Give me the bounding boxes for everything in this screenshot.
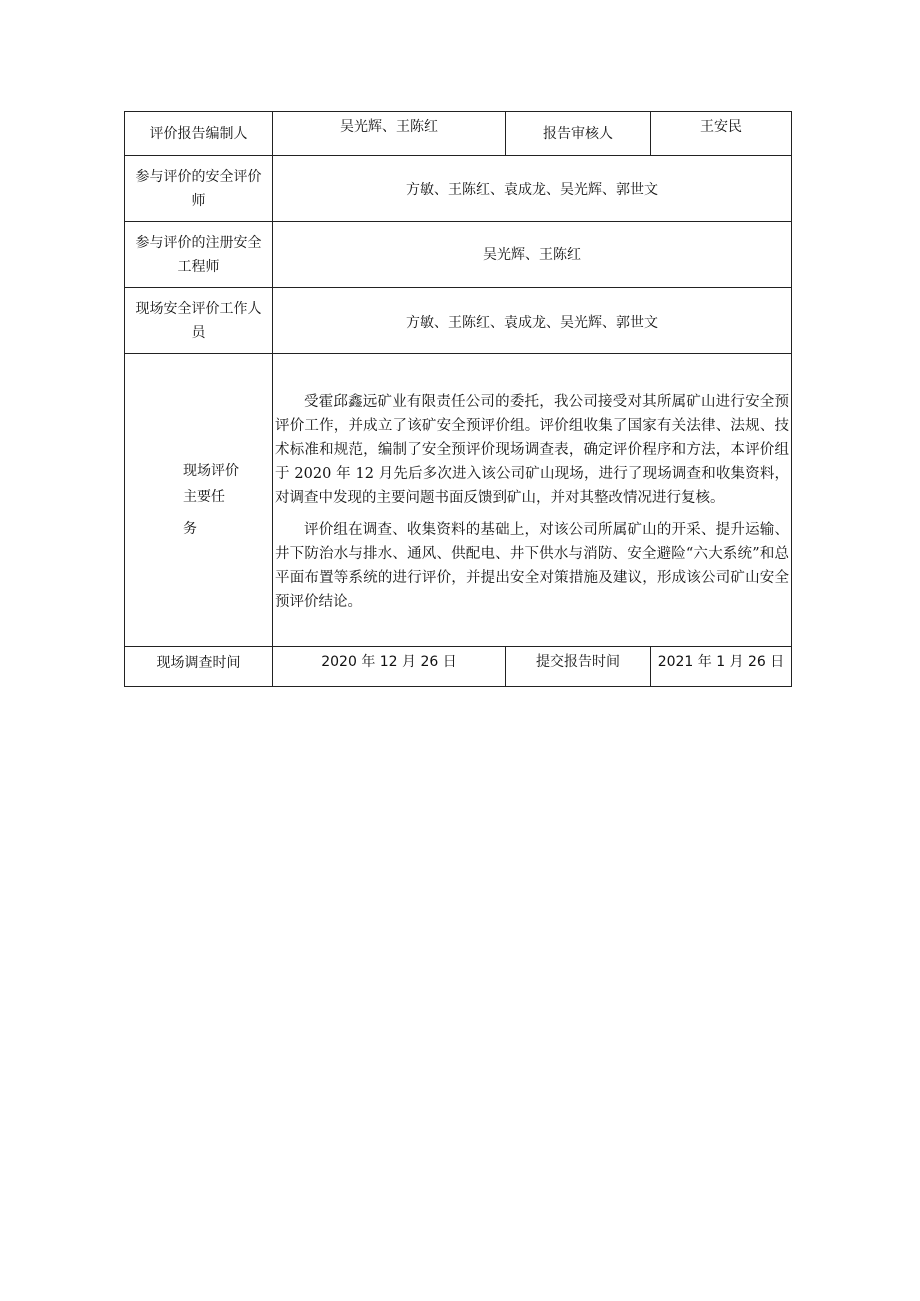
- main-tasks-paragraph-1: 受霍邱鑫远矿业有限责任公司的委托，我公司接受对其所属矿山进行安全预评价工作，并成立了该矿安全预评价组。评价组收集了国家有关法律、法规、技术标准和规范，编制了安全预评价现场调查表，确定评价程序和方法，本评价组于 2020 年 12 月先后多次进入该公司矿山现场，进行了现场调查和收集资料，对调查中发现的主要问题书面反馈到矿山，并对其整改情况进行复核。: [275, 394, 789, 506]
- evaluation-form-sheet: [124, 111, 791, 687]
- main-tasks-content: [273, 354, 792, 647]
- row-compiler: [125, 112, 792, 156]
- row-registered-engineers: [125, 222, 792, 288]
- main-tasks-paragraph-2: 评价组在调查、收集资料的基础上，对该公司所属矿山的开采、提升运输、井下防治水与排水、通风、供配电、井下供水与消防、安全避险“六大系统”和总平面布置等系统的进行评价，并提出安全对策措施及建议，形成该公司矿山安全预评价结论。: [275, 522, 789, 610]
- row-dates: [125, 647, 792, 687]
- main-tasks-label: [125, 354, 273, 647]
- safety-evaluators-label-line1: 参与评价的安全评价: [135, 168, 262, 185]
- row-field-staff: [125, 288, 792, 354]
- evaluation-info-table: [124, 111, 792, 687]
- reviewer-label: 报告审核人: [506, 112, 651, 156]
- survey-time-label: 现场调查时间: [125, 647, 273, 687]
- row-main-tasks: [125, 354, 792, 647]
- submit-time-label: 提交报告时间: [506, 647, 651, 687]
- compiler-value: 吴光辉、王陈红: [273, 112, 506, 156]
- field-staff-label: [125, 288, 273, 354]
- field-staff-value: 方敏、王陈红、袁成龙、吴光辉、郭世文: [273, 288, 792, 354]
- main-tasks-label-line2: 主要任: [183, 489, 225, 505]
- registered-engineers-label-line2: 工程师: [177, 258, 220, 275]
- main-tasks-label-line3: 务: [183, 521, 197, 537]
- field-staff-label-line2: 员: [191, 324, 206, 341]
- safety-evaluators-label-line2: 师: [191, 192, 206, 209]
- safety-evaluators-label: [125, 156, 273, 222]
- row-safety-evaluators: [125, 156, 792, 222]
- registered-engineers-label: [125, 222, 273, 288]
- field-staff-label-line1: 现场安全评价工作人: [135, 300, 262, 317]
- compiler-label: 评价报告编制人: [125, 112, 273, 156]
- registered-engineers-value: 吴光辉、王陈红: [273, 222, 792, 288]
- submit-time-value: 2021 年 1 月 26 日: [651, 647, 792, 687]
- main-tasks-label-line1: 现场评价: [183, 463, 239, 479]
- registered-engineers-label-line1: 参与评价的注册安全: [135, 234, 262, 251]
- safety-evaluators-value: 方敏、王陈红、袁成龙、吴光辉、郭世文: [273, 156, 792, 222]
- survey-time-value: 2020 年 12 月 26 日: [273, 647, 506, 687]
- reviewer-value: 王安民: [651, 112, 792, 156]
